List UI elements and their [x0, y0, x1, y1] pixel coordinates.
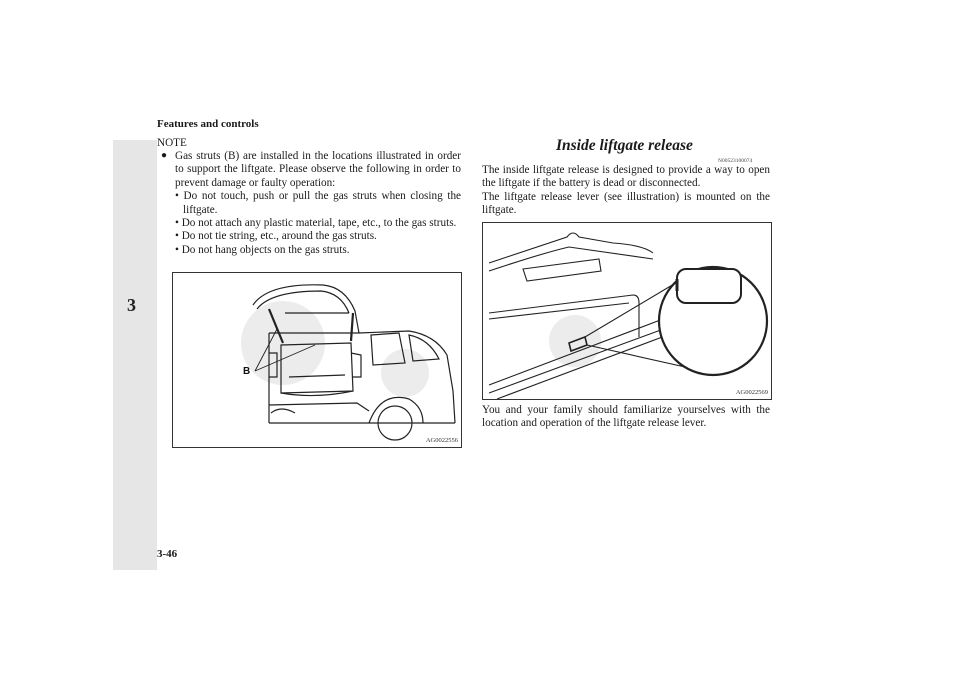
release-lever-illustration [483, 223, 771, 399]
note-item: • Do not touch, push or pull the gas struts when closing the liftgate. [175, 190, 461, 216]
note-label: NOTE [157, 137, 187, 149]
note-item: • Do not tie string, etc., around the gas struts. [175, 230, 377, 243]
note-item: • Do not attach any plastic material, tape, etc., to the gas struts. [175, 217, 457, 230]
note-item: • Do not hang objects on the gas struts. [175, 243, 350, 256]
closing-paragraph: You and your family should familiarize yourselves with the location and operation of the liftgate release lever. [482, 404, 770, 430]
paragraph: The inside liftgate release is designed to provide a way to open the liftgate if the battery is dead or disconnected. [482, 164, 770, 190]
page-header: Features and controls [157, 118, 259, 130]
section-code: N00523100074 [718, 158, 753, 164]
bullet-icon: ● [161, 150, 168, 161]
note-body [175, 150, 461, 257]
paragraph: The liftgate release lever (see illustration) is mounted on the liftgate. [482, 190, 770, 217]
note-intro: Gas struts (B) are installed in the locations illustrated in order to support the liftgate. Please observe the following in order to prevent damage or faulty operation: [175, 150, 461, 189]
figure-code: AG0022569 [735, 389, 768, 396]
label-b: B [243, 366, 251, 377]
chapter-tab [113, 140, 157, 570]
figure-release-lever [482, 222, 772, 400]
page-number: 3-46 [157, 548, 178, 560]
section-title: Inside liftgate release [556, 137, 693, 154]
suv-liftgate-illustration [173, 273, 461, 447]
section-body [482, 164, 770, 218]
figure-code: AG0022556 [425, 437, 458, 444]
figure-gas-struts [172, 272, 462, 448]
chapter-number: 3 [127, 295, 136, 315]
